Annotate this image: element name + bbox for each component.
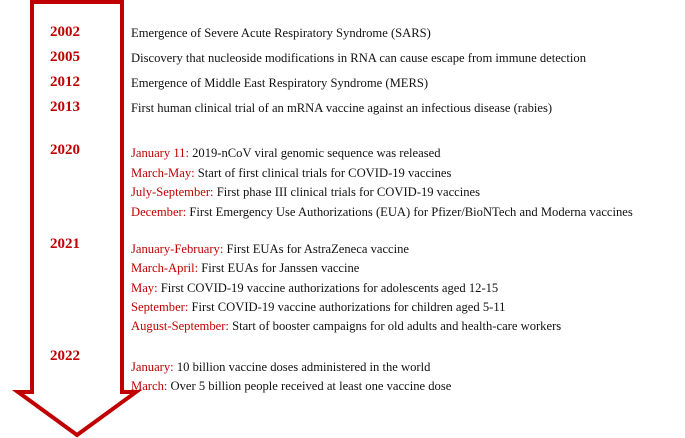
event-2020-item [131,145,441,161]
event-text: First phase III clinical trials for COVID-19 vaccines [213,185,481,199]
year-2022: 2022 [50,348,80,364]
event-date: August-September: [131,319,229,333]
year-2021: 2021 [50,236,80,252]
event-text: Start of booster campaigns for old adults and health-care workers [228,319,562,333]
year-2020: 2020 [50,142,80,158]
event-text: Over 5 billion people received at least one vaccine dose [167,379,452,393]
event-2021-item [131,260,359,276]
event-text: First EUAs for AstraZeneca vaccine [223,242,410,256]
year-2013: 2013 [50,99,80,115]
event-text: First COVID-19 vaccine authorizations for children aged 5-11 [188,300,506,314]
event-date: May: [131,281,158,295]
year-2005: 2005 [50,49,80,65]
event-rabies-trial: First human clinical trial of an mRNA vaccine against an infectious disease (rabies) [131,101,553,115]
event-2022-item [131,359,430,375]
event-date: December: [131,205,187,219]
event-text: 2019-nCoV viral genomic sequence was released [188,146,441,160]
event-date: January-February: [131,242,224,256]
event-text: 10 billion vaccine doses administered in the world [173,360,431,374]
event-2021-item [131,280,498,296]
event-date: March-May: [131,166,195,180]
event-2020-item [131,165,451,181]
event-date: July-September: [131,185,214,199]
event-text: First Emergency Use Authorizations (EUA) for Pfizer/BioNTech and Moderna vaccines [186,205,633,219]
event-text: Start of first clinical trials for COVID-19 vaccines [194,166,452,180]
event-2020-item [131,184,480,200]
event-2021-item [131,299,505,315]
event-mers: Emergence of Middle East Respiratory Syndrome (MERS) [131,76,429,90]
event-date: January 11: [131,146,189,160]
event-date: January: [131,360,174,374]
year-2012: 2012 [50,74,80,90]
event-date: March: [131,379,168,393]
event-2022-item [131,378,451,394]
event-text: First EUAs for Janssen vaccine [198,261,360,275]
event-text: First COVID-19 vaccine authorizations for adolescents aged 12-15 [157,281,499,295]
event-date: September: [131,300,189,314]
event-2021-item [131,318,561,334]
event-sars: Emergence of Severe Acute Respiratory Syndrome (SARS) [131,26,431,40]
event-date: March-April: [131,261,199,275]
timeline-arrow-outline [18,2,136,435]
event-2020-item [131,204,633,220]
year-2002: 2002 [50,24,80,40]
event-2021-item [131,241,409,257]
event-nucleoside: Discovery that nucleoside modifications in RNA can cause escape from immune detection [131,51,586,65]
